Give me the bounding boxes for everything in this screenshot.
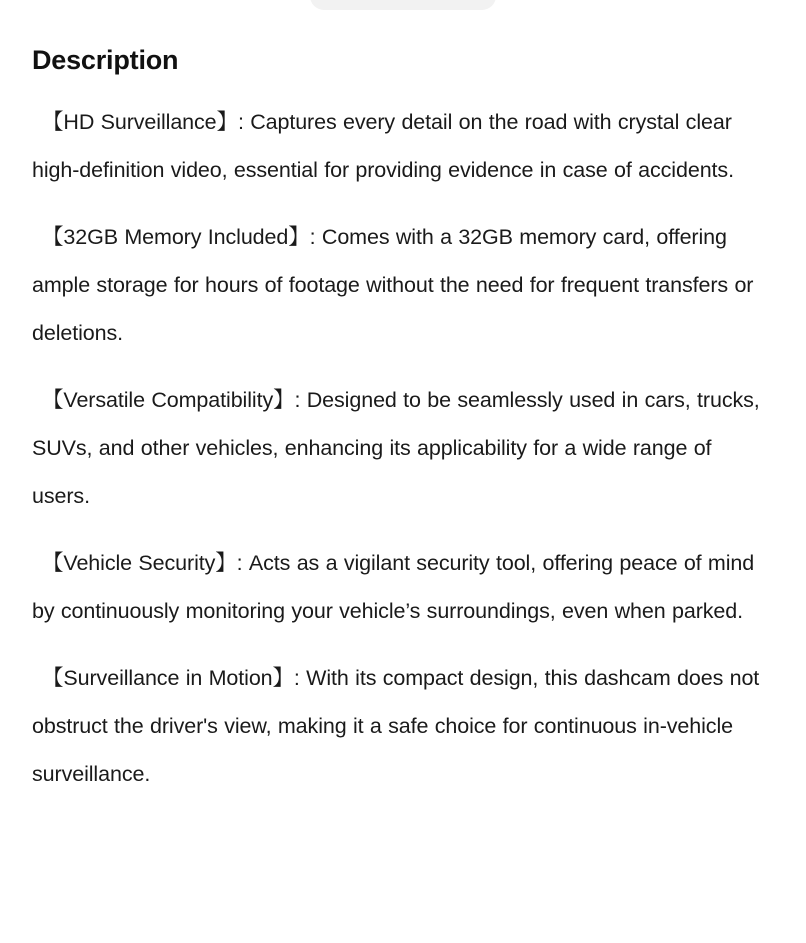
- status-bar-notch: [310, 0, 496, 10]
- description-paragraph: 【Surveillance in Motion】: With its compact design, this dashcam does not obstruct the driver's view, making it a safe choice for continuous in-vehicle surveillance.: [32, 665, 760, 786]
- page-title: Description: [32, 45, 179, 75]
- description-paragraph: 【Versatile Compatibility】: Designed to be seamlessly used in cars, trucks, SUVs, and other vehicles, enhancing its applicability for a wide range of users.: [32, 387, 760, 508]
- description-paragraph: 【32GB Memory Included】: Comes with a 32GB memory card, offering ample storage for hours of footage without the need for frequent transfers or deletions.: [32, 224, 754, 345]
- description-body: [32, 98, 774, 798]
- description-paragraph: 【Vehicle Security】: Acts as a vigilant security tool, offering peace of mind by continuously monitoring your vehicle’s surroundings, even when parked.: [32, 550, 755, 623]
- description-paragraph: 【HD Surveillance】: Captures every detail on the road with crystal clear high-definition video, essential for providing evidence in case of accidents.: [32, 109, 734, 182]
